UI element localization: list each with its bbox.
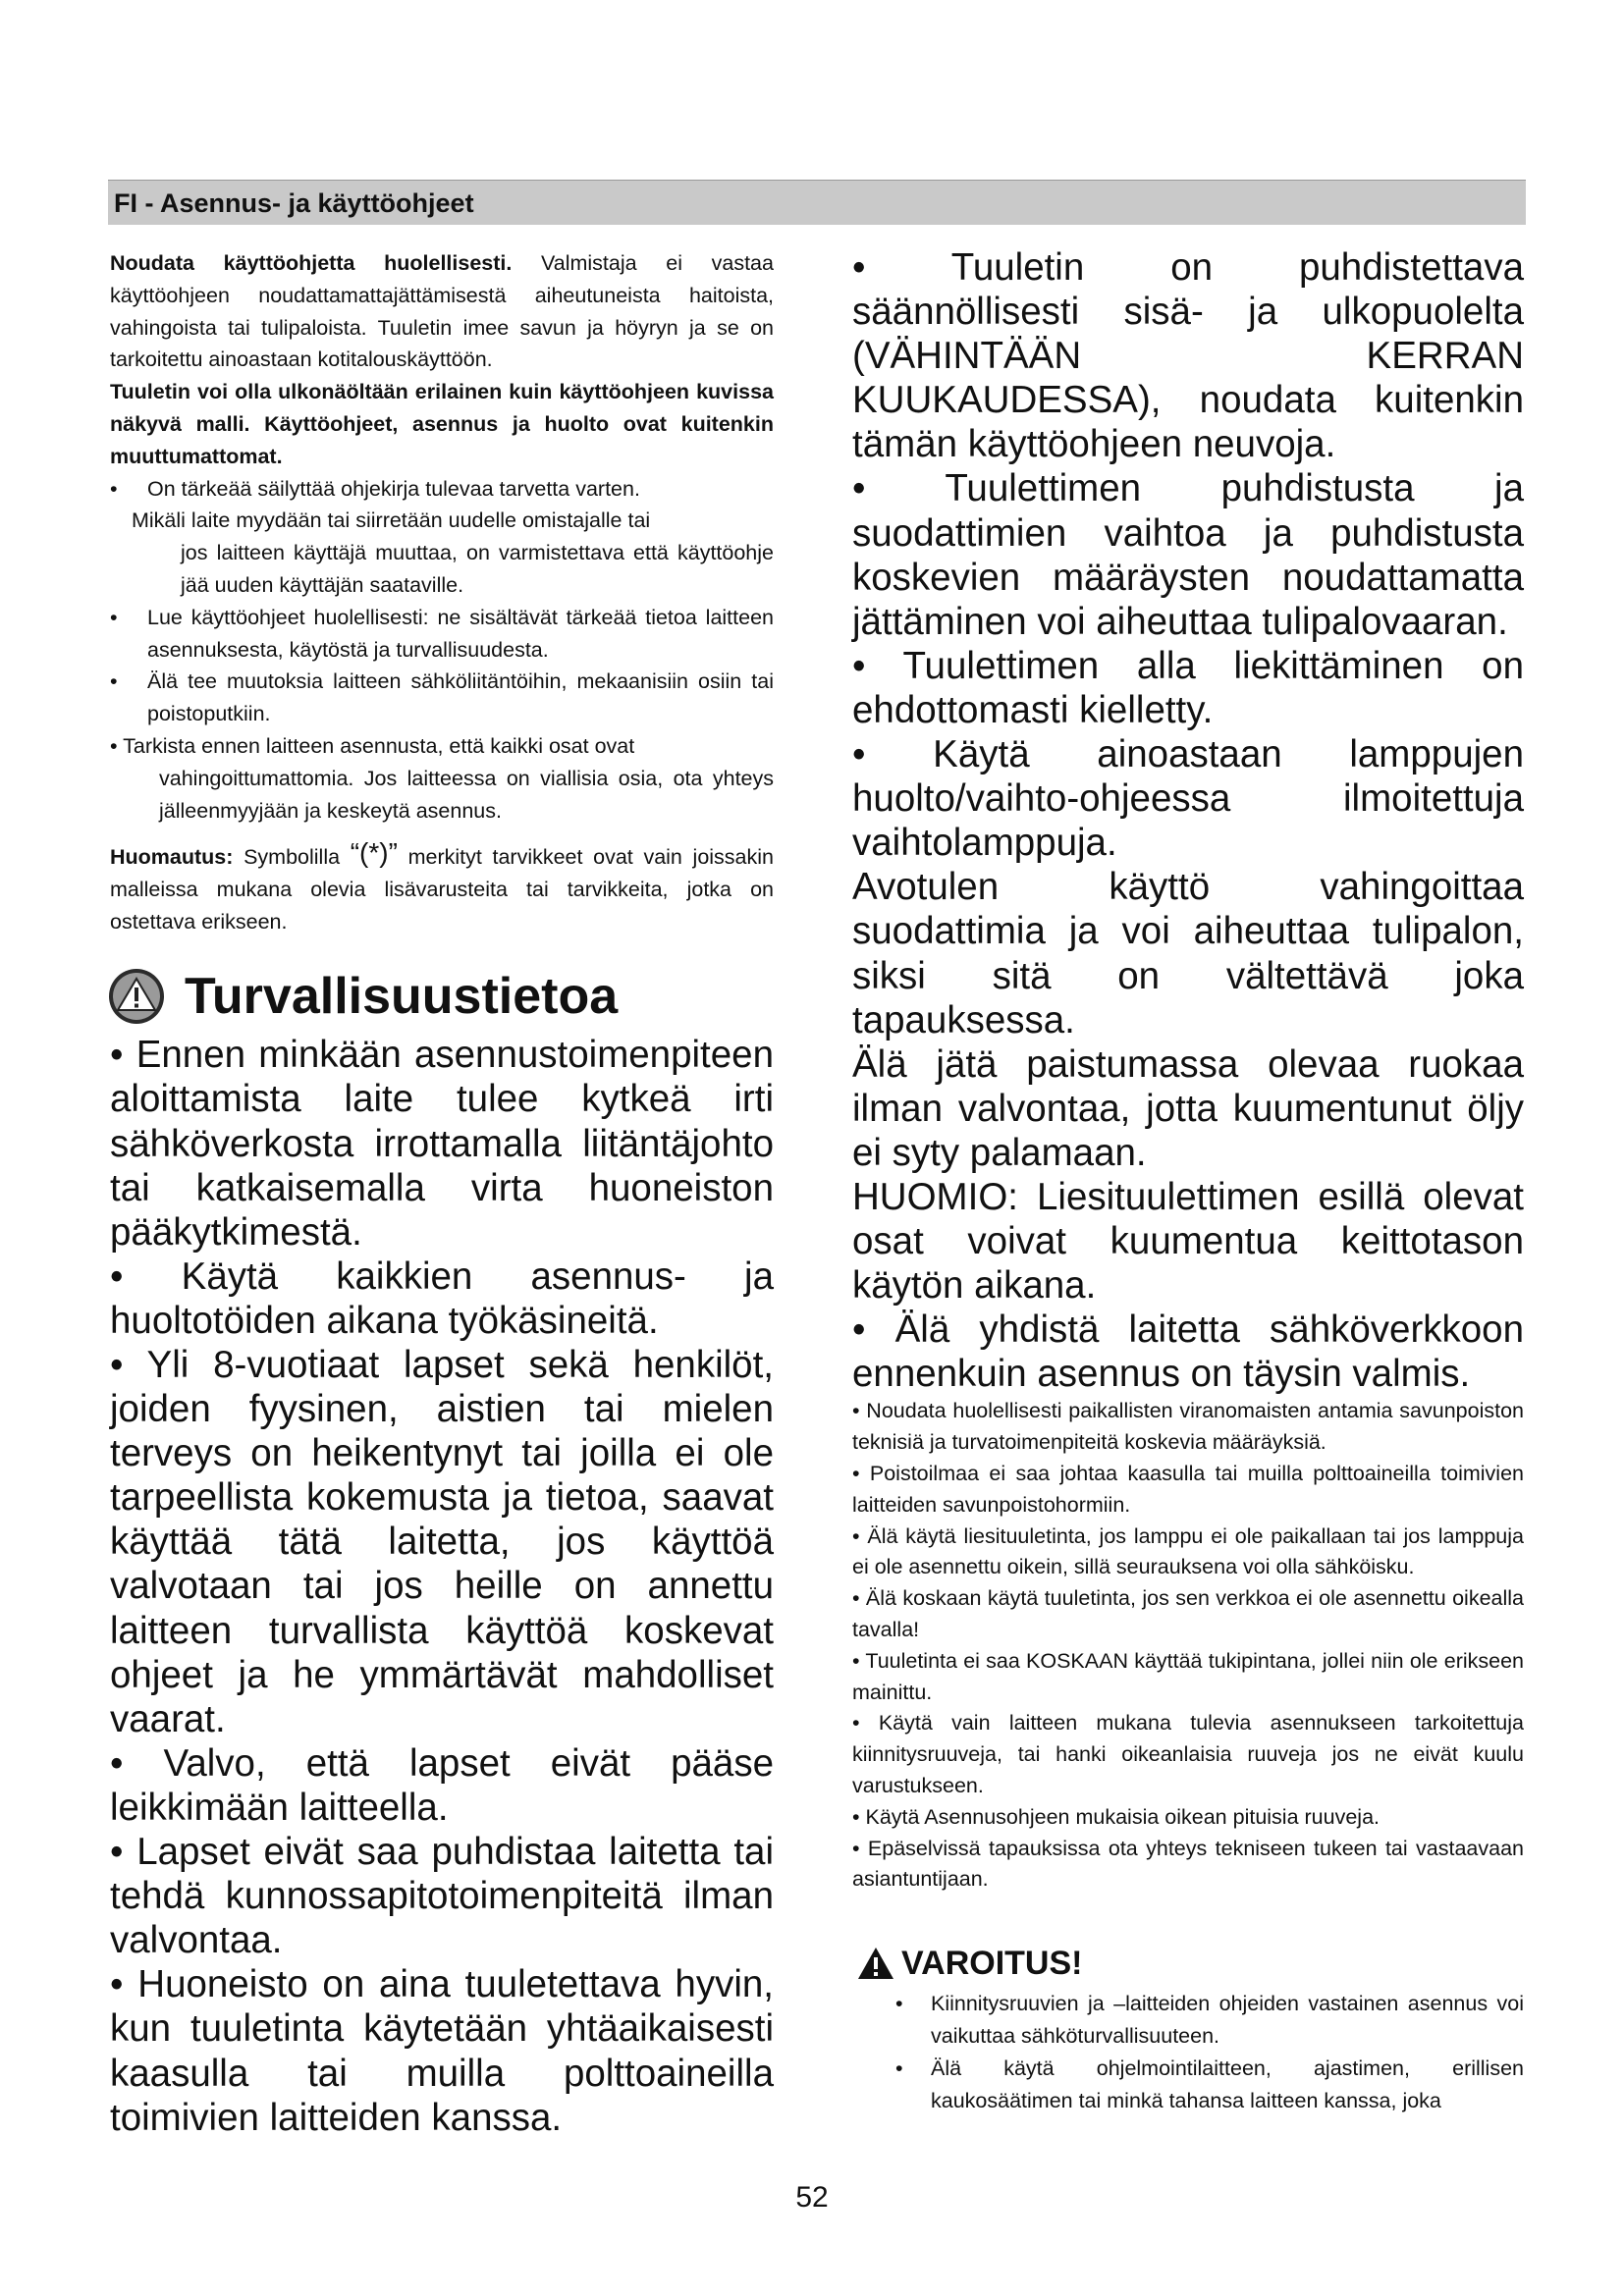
bullet-text: Älä käytä ohjelmointilaitteen, ajastimen, erillisen kaukosäätimen tai minkä tahansa laitteen kanssa, joka <box>931 2056 1524 2112</box>
safety-paragraph: Avotulen käyttö vahingoittaa suodattimia ja voi aiheuttaa tulipalon, siksi sitä on vältettävä joka tapauksessa. <box>852 866 1524 1041</box>
intro-text-1: Valmistaja ei vastaa käyttöohjeen noudattamattajättämisestä aiheutuneista haitoista, vahingoista tai tulipaloista. Tuuletin imee savun ja höyryn ja se on tarkoitettu ainoastaan kotitalouskäyttöön. <box>110 251 774 372</box>
safety-paragraph: • Tuulettimen alla liekittäminen on ehdottomasti kielletty. <box>852 644 1524 731</box>
safety-paragraph: • Yli 8-vuotiaat lapset sekä henkilöt, joiden fyysinen, aistien tai mielen terveys on heikentynyt tai joilla ei ole tarpeellista kokemusta ja tietoa, saavat käyttää tätä laitetta, jos käyttöä valvotaan tai jos heille on annettu laitteen turvallista käyttöä koskevat ohjeet ja he ymmärtävät mahdolliset vaarat. <box>110 1344 774 1740</box>
list-item: • Noudata huolellisesti paikallisten viranomaisten antamia savunpoiston teknisiä ja turvatoimenpiteitä koskevia määräyksiä. <box>852 1399 1524 1455</box>
bullet-text: Lue käyttöohjeet huolellisesti: ne sisältävät tärkeää tietoa laitteen asennuksesta, käytöstä ja turvallisuudesta. <box>147 605 774 662</box>
paragraph-continuation: jos laitteen käyttäjä muuttaa, on varmistettava että käyttöohje jää uuden käyttäjän saataville. <box>181 541 774 597</box>
list-item <box>110 602 774 667</box>
bullet-symbol: • <box>895 1992 903 2016</box>
list-item: • Poistoilmaa ei saa johtaa kaasulla tai muilla polttoaineilla toimivien laitteiden savunpoistohormiin. <box>852 1462 1524 1517</box>
safety-paragraph: Älä jätä paistumassa olevaa ruokaa ilman valvontaa, jotta kuumentunut öljy ei syty palamaan. <box>852 1042 1524 1174</box>
warning-heading <box>852 1939 1524 1988</box>
list-item: • Epäselvissä tapauksissa ota yhteys tekniseen tukeen tai vastaavaan asiantuntijaan. <box>852 1836 1524 1892</box>
intro-bold-paragraph <box>110 376 774 472</box>
note-paragraph <box>110 836 774 938</box>
safety-paragraph: • Tuuletin on puhdistettava säännöllisesti sisä- ja ulkopuolelta (VÄHINTÄÄN KERRAN KUUKAUDESSA), noudata kuitenkin tämän käyttöohjeen neuvoja. <box>852 246 1524 466</box>
bullet-text: Älä tee muutoksia laitteen sähköliitäntöihin, mekaanisiin osiin tai poistoputkiin. <box>147 669 774 726</box>
paragraph-first-line: Mikäli laite myydään tai siirretään uudelle omistajalle tai <box>132 508 651 533</box>
intro-bold-1: Noudata käyttöohjetta huolellisesti. <box>110 251 513 275</box>
list-item: • Käytä Asennusohjeen mukaisia oikean pituisia ruuveja. <box>852 1804 1380 1829</box>
safety-paragraph: • Huoneisto on aina tuuletettava hyvin, kun tuuletinta käytetään yhtäaikaisesti kaasulla tai muilla polttoaineilla toimivien laitteiden kanssa. <box>110 1963 774 2139</box>
page-number: 52 <box>795 2181 829 2214</box>
list-item: • Käytä vain laitteen mukana tulevia asennukseen tarkoitettuja kiinnitysruuveja, tai hanki oikeanlaisia ruuveja jos ne eivät kuulu varustukseen. <box>852 1711 1524 1797</box>
list-item: • Tuuletinta ei saa KOSKAAN käyttää tukipintana, jollei niin ole erikseen mainittu. <box>852 1648 1524 1704</box>
safety-paragraph: • Tuulettimen puhdistusta ja suodattimien vaihtoa ja puhdistusta koskevien määräysten noudattamatta jättäminen voi aiheuttaa tulipalovaaran. <box>852 467 1524 643</box>
note-label: Huomautus: <box>110 845 234 870</box>
note-symbol: “(*)” <box>350 837 398 869</box>
safety-paragraph: HUOMIO: Liesituulettimen esillä olevat osat voivat kuumentua keittotason käytön aikana. <box>852 1175 1524 1308</box>
list-item <box>852 2053 1524 2117</box>
safety-title: Turvallisuustietoa <box>185 968 619 1026</box>
bullet-symbol: • <box>110 669 118 694</box>
bullet-text: Kiinnitysruuvien ja –laitteiden ohjeiden vastainen asennus voi vaikuttaa sähköturvallisuuteen. <box>931 1992 1524 2048</box>
intro-bold-2: Tuuletin voi olla ulkonäöltään erilainen kuin käyttöohjeen kuvissa näkyvä malli. Käyttöohjeet, asennus ja huolto ovat kuitenkin muuttumattomat. <box>110 380 774 468</box>
bullet-continuation: vahingoittumattomia. Jos laitteessa on viallisia osia, ota yhteys jälleenmyyjään ja keskeytä asennus. <box>159 766 774 823</box>
list-item <box>110 473 774 506</box>
safety-paragraph: • Älä yhdistä laitetta sähköverkkoon ennenkuin asennus on täysin valmis. <box>852 1308 1524 1396</box>
list-item <box>132 505 774 601</box>
list-item: • Älä koskaan käytä tuuletinta, jos sen verkkoa ei ole asennettu oikealla tavalla! <box>852 1586 1524 1642</box>
bullet-symbol: • <box>110 605 118 629</box>
warning-title: VAROITUS! <box>901 1945 1083 1983</box>
safety-paragraph: • Käytä ainoastaan lamppujen huolto/vaihto-ohjeessa ilmoitettuja vaihtolamppuja. <box>852 733 1524 865</box>
section-header <box>108 180 1526 225</box>
bullet-first-line: • Tarkista ennen laitteen asennusta, että kaikki osat ovat <box>110 733 635 758</box>
list-item <box>852 1988 1524 2053</box>
section-header-title: FI - Asennus- ja käyttöohjeet <box>114 188 474 218</box>
note-after: merkityt tarvikkeet ovat vain joissakin malleissa mukana olevia lisävarusteita tai tarvikkeita, jotka on ostettava erikseen. <box>110 845 774 934</box>
intro-paragraph <box>110 247 774 376</box>
bullet-symbol: • <box>895 2056 903 2080</box>
left-column <box>110 247 774 2140</box>
list-item <box>110 666 774 730</box>
safety-paragraph: • Valvo, että lapset eivät pääse leikkimään laitteella. <box>110 1741 774 1829</box>
list-item <box>110 730 774 827</box>
right-column <box>852 245 1524 2116</box>
warning-circle-icon <box>108 968 165 1025</box>
safety-paragraph: • Käytä kaikkien asennus- ja huoltotöiden aikana työkäsineitä. <box>110 1255 774 1342</box>
bullet-text: On tärkeää säilyttää ohjekirja tulevaa tarvetta varten. <box>147 476 640 501</box>
list-item: • Älä käytä liesituuletinta, jos lamppu ei ole paikallaan tai jos lamppuja ei ole asennettu oikein, sillä seurauksena voi olla sähköisku. <box>852 1523 1524 1579</box>
note-before: Symbolilla <box>233 845 351 870</box>
safety-heading <box>110 960 774 1033</box>
warning-triangle-icon <box>856 1946 895 1981</box>
safety-paragraph: • Ennen minkään asennustoimenpiteen aloittamista laite tulee kytkeä irti sähköverkosta irrottamalla liitäntäjohto tai katkaisemalla virta huoneiston pääkytkimestä. <box>110 1034 774 1254</box>
bullet-symbol: • <box>110 476 118 501</box>
safety-paragraph: • Lapset eivät saa puhdistaa laitetta tai tehdä kunnossapitotoimenpiteitä ilman valvontaa. <box>110 1831 774 1962</box>
